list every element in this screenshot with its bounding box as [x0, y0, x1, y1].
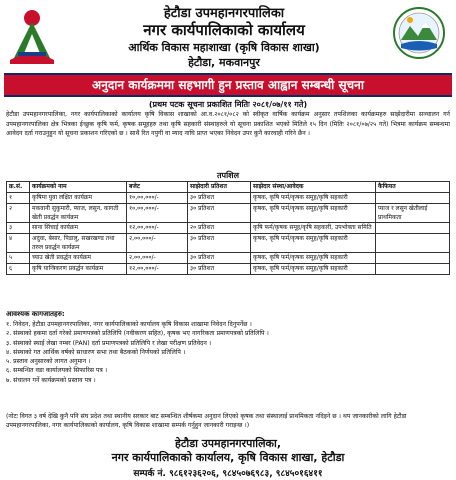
cell-budget: १०,००,०००/- — [127, 204, 188, 223]
cell-program-name: साना सिंचाई कार्यक्रम — [30, 223, 127, 234]
table-row — [7, 193, 450, 204]
footer-office-line1: हेटौडा उपमहानगरपालिका, — [174, 437, 282, 450]
cell-share: २० प्रतिशत — [188, 223, 251, 234]
cell-remarks — [376, 193, 450, 204]
list-item: ३. संस्थाको स्थाई लेखा नम्बर (PAN) दर्ता प्रमाणपत्रको प्रतिलिपि र लेखा परीक्षण प्रतिवेदन । — [6, 339, 212, 347]
cell-remarks — [376, 223, 450, 234]
table-row — [7, 204, 450, 223]
header-budget: बजेट — [127, 182, 188, 193]
cell-serial: ३ — [7, 223, 30, 234]
intro-paragraph: हेटौडा उपमहानगरपालिका, नगर कार्यपालिकाको कार्यालय कृषि विकास शाखाको आ.व.२०८१/०८२ को स्वीकृत वार्षिक कार्यक्रम अनुसार तपशिलका कार्यक्रमहरु साझेदारीमा सञ्चालन गर्न उपमहानगरपालिका क्षेत्र भित्रका ईच्छुक कृषि फर्म, कृषक समूहहरु तथा कृषि सहकारी संस्थाहरुले यो सूचना प्रकाशित भएको मितिले १५ दिन (मितिः २०८१/०७/२५ गते) भित्रमा कार्यक्रम सम्बन्धमा आवेदन दर्ता गराउनुहुन यो सूचना प्रकाशन गरिएको छ । साथै रित नपुगी वा म्याद नाघि प्राप्त भएका निवेदन उपर कुनै कारवाही गरिने छैन । — [6, 111, 450, 137]
list-item: ५. प्रस्ताव अनुसारको लागत अनुमान । — [6, 358, 91, 366]
cell-partner: कृषक, कृषि फर्म/कृषक समूह/कृषि सहकारी — [251, 234, 376, 253]
cell-remarks — [376, 234, 450, 253]
documents-list — [6, 320, 450, 385]
cell-share: ३० प्रतिशत — [188, 204, 251, 223]
table-row — [7, 234, 450, 253]
list-item: २. संस्थाको हकमा दर्ता गरेको प्रमाणपत्रको प्रतिलिपि (नवीकरण सहित), कृषक भए नागरिकता प्रमाणपत्रको प्रतिलिपि । — [6, 330, 269, 338]
header-serial: क्र.सं. — [7, 182, 30, 193]
cell-serial: ६ — [7, 264, 30, 275]
list-item: ६. सम्बन्धित वडा कार्यालयको सिफारिस पत्र । — [6, 367, 108, 375]
cell-program-name: कृषि यान्त्रिकरण प्रवर्द्धन कार्यक्रम — [30, 264, 127, 275]
list-item: १. निवेदन, हेटौडा उपमहानगरपालिका, नगर कार्यपालिकाको कार्यालय कृषि विकास शाखामा निवेदन दिनुपर्नेछ । — [6, 321, 252, 328]
cell-partner: कृषि फर्म/कृषक समूह/कृषि सहकारी, उपभोक्ता समिति — [251, 223, 376, 234]
cell-budget: १०,००,०००/- — [127, 193, 188, 204]
table-header-row — [7, 182, 450, 193]
cell-partner: कृषक, कृषि फर्म/कृषक समूह/कृषि सहकारी — [251, 193, 376, 204]
cell-remarks: प्याज र लसुन खेतीलाई प्राथमिकता — [376, 204, 450, 223]
cell-program-name: अदुवा, बेसार, पिडालु, सखरखण्ड तथा तरुल प्रवर्द्धन कार्यक्रम — [30, 234, 127, 253]
table-title: तपशिल — [216, 171, 240, 180]
header-partner: साझेदार संस्था/आवेदक — [251, 182, 376, 193]
cell-remarks — [376, 264, 450, 275]
department-name: आर्थिक विकास महाशाखा (कृषि विकास शाखा) — [128, 41, 320, 54]
cell-serial: ५ — [7, 253, 30, 264]
cell-program-name: च्याउ खेती प्रवर्द्धन कार्यक्रम — [30, 253, 127, 264]
header-remarks: कैफियत — [376, 182, 450, 193]
footer-contact: सम्पर्क नं. ९८६१२३६२०६, ९८४५०७६९८३, ९८४५०१६४११ — [133, 469, 323, 479]
header-share: साझेदारी प्रतिशत — [188, 182, 251, 193]
footer-office-line2: नगर कार्यपालिकाको कार्यालय, कृषि विकास शाखा, हेटौडा — [111, 451, 345, 464]
cell-serial: २ — [7, 204, 30, 223]
office-name-line1: हेटौडा उपमहानगरपालिका — [163, 6, 285, 21]
list-item: ४. संस्थाको गत आर्थिक वर्षको साधारण सभा तथा बैठकको निर्णयको प्रतिलिपि । — [6, 348, 186, 356]
cell-budget: २,००,०००/- — [127, 253, 188, 264]
documents-title: आवश्यक कागजातहरु: — [6, 310, 65, 318]
cell-partner: कृषक, कृषि फर्म/कृषक समूह/कृषि सहकारी — [251, 264, 376, 275]
office-name-line2: नगर कार्यपालिकाको कार्यालय — [143, 21, 305, 39]
list-item: ७. संचालन गर्ने कार्यक्रमको प्रस्ताव पत्र । — [6, 376, 96, 384]
cell-program-name: मकवानी सुकुमारी, प्याज, लसुन, कागती खेती प्रवर्द्धन कार्यक्रम — [30, 204, 127, 223]
cell-serial: ४ — [7, 234, 30, 253]
cell-share: ३० प्रतिशत — [188, 253, 251, 264]
nepal-emblem-icon — [8, 8, 56, 64]
municipality-logo-icon — [392, 6, 446, 60]
table-row — [7, 253, 450, 264]
cell-partner: कृषक, कृषि फर्म/कृषक समूह/कृषि सहकारी — [251, 253, 376, 264]
cell-share: ३० प्रतिशत — [188, 234, 251, 253]
cell-program-name: कृषिमा युवा लक्षित कार्यक्रम — [30, 193, 127, 204]
cell-share: ३० प्रतिशत — [188, 264, 251, 275]
table-row — [7, 223, 450, 234]
cell-budget: १२,००,०००/- — [127, 223, 188, 234]
office-address: हेटौडा, मकवानपुर — [188, 56, 260, 69]
publish-date: (प्रथम पटक सूचना प्रकाशित मितिः २०८१/०७/११ गते) — [148, 100, 308, 109]
notice-title-banner: अनुदान कार्यक्रममा सहभागी हुन प्रस्ताव आह्वान सम्बन्धी सूचना — [4, 73, 452, 97]
cell-budget: २,००,०००/- — [127, 234, 188, 253]
table-row — [7, 264, 450, 275]
cell-budget: १२,००,०००/- — [127, 264, 188, 275]
cell-partner: कृषक, कृषि फर्म/कृषक समूह/कृषि सहकारी — [251, 204, 376, 223]
header-program-name: कार्यक्रमको नाम — [30, 182, 127, 193]
program-table — [6, 181, 450, 275]
note-paragraph: (नोटः विगत ३ वर्ष देखि कुनै पनि संघ प्रदेश तथा स्थानीय सरकार बाट सम्बन्धित शीर्षकमा अनुदान लिएको कृषक तथा संस्थालाई प्राथमिकता नदिइने छ । थप जानकारीको लागि हेटौडा उपमहानगरपालिका, नगर कार्यपालिकाको कार्यालय, कृषि विकास शाखामा सम्पर्क गर्नुहुन जानकारी गराइन्छ ।) — [6, 413, 407, 430]
cell-serial: १ — [7, 193, 30, 204]
cell-remarks — [376, 253, 450, 264]
cell-share: ३० प्रतिशत — [188, 193, 251, 204]
